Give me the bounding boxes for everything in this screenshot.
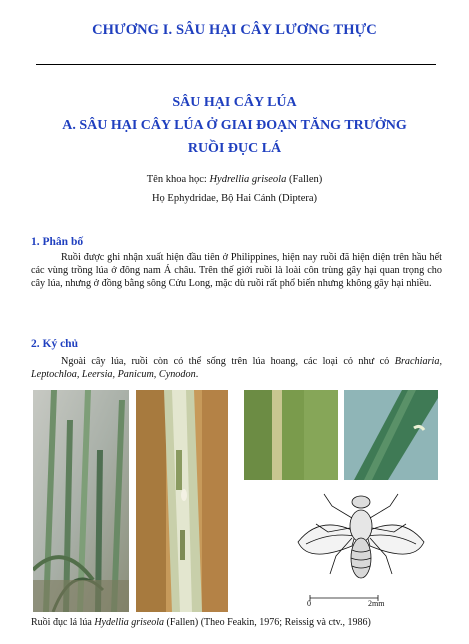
leaf-closeup-photo xyxy=(244,390,338,480)
chapter-title: CHƯƠNG I. SÂU HẠI CÂY LƯƠNG THỰC xyxy=(92,22,377,38)
scale-length-label: 2mm xyxy=(368,599,385,608)
damaged-leaf-photo xyxy=(136,390,228,612)
section-distribution-text xyxy=(31,251,442,290)
host-text-prefix: Ngoài cây lúa, ruồi còn có thể sống trên lúa hoang, các loại cỏ như cỏ xyxy=(61,356,395,367)
divider xyxy=(36,64,436,65)
scientific-name-line xyxy=(0,174,469,185)
scale-zero-label: 0 xyxy=(307,599,311,608)
heading-leaf-miner: RUỒI ĐỤC LÁ xyxy=(187,141,282,156)
caption-suffix: (Fallen) (Theo Feakin, 1976; Reissig và ctv., 1986) xyxy=(164,617,371,628)
section-host-text xyxy=(31,355,442,381)
caption-prefix: Ruồi đục lá lúa xyxy=(31,617,95,628)
scientific-name: Hydrellia griseola xyxy=(209,174,287,185)
host-text-suffix: . xyxy=(195,369,199,380)
section-host-title: 2. Ký chủ xyxy=(31,338,78,350)
family-line: Họ Ephydridae, Bộ Hai Cánh (Diptera) xyxy=(151,193,318,204)
section-distribution-title: 1. Phân bố xyxy=(31,236,84,248)
heading-pest-rice: SÂU HẠI CÂY LÚA xyxy=(172,95,297,110)
larva-on-leaf-photo xyxy=(344,390,438,480)
fly-illustration xyxy=(290,484,430,612)
host-genera: Brachiaria, Leptochloa, Leersia, Panicum, Cynodon xyxy=(31,356,442,380)
figure-caption xyxy=(31,617,451,628)
rice-plants-photo xyxy=(33,390,129,612)
distribution-paragraph: Ruồi được ghi nhận xuất hiện đầu tiên ở Philippines, hiện nay ruồi đã hiện diện trên hầu hết các vùng trồng lúa ở đông nam Á châu. Trên thế giới ruồi là loài côn trùng gây hại quan trọng cho cây lúa, nhưng ở đồng bằng sông Cửu Long, mặc dù ruồi rất phổ biến nhưng không gây hại nhiều. xyxy=(31,252,442,289)
heading-growth-stage: A. SÂU HẠI CÂY LÚA Ở GIAI ĐOẠN TĂNG TRƯỞNG xyxy=(62,118,407,133)
caption-species: Hydellia griseola xyxy=(94,617,165,628)
scientific-name-suffix: (Fallen) xyxy=(286,174,323,185)
scientific-name-prefix: Tên khoa học: xyxy=(146,174,210,185)
